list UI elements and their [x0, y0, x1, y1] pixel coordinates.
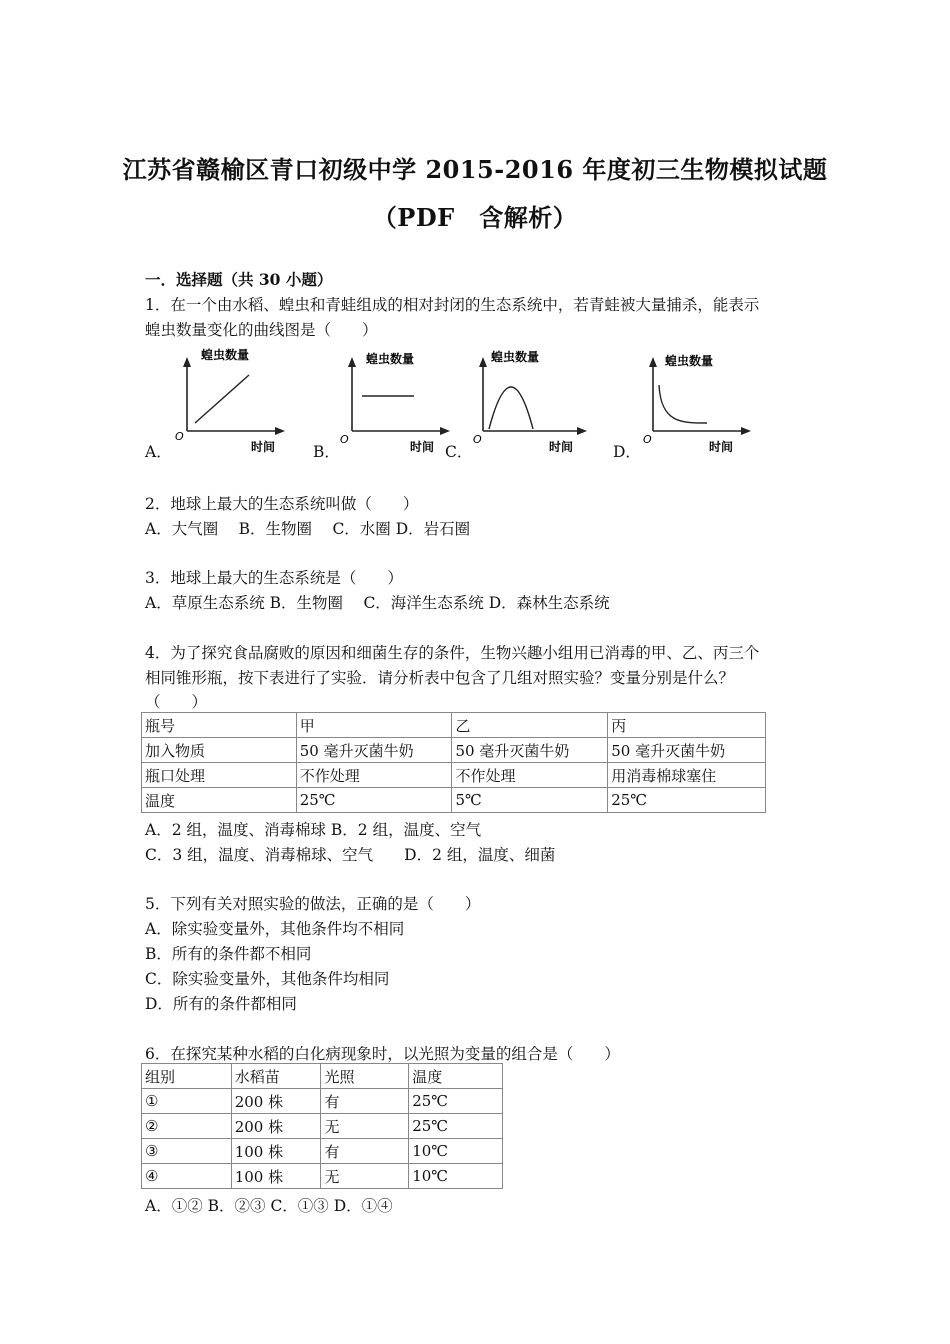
- q1-graph-b-origin: O: [340, 433, 349, 446]
- table-cell: 50 毫升灭菌牛奶: [296, 738, 452, 763]
- table-row: [142, 1064, 503, 1089]
- table-cell: 不作处理: [296, 763, 452, 788]
- q1-graph-c-origin: O: [473, 433, 482, 446]
- q4-stem-line1: 4．为了探究食品腐败的原因和细菌生存的条件，生物兴趣小组用已消毒的甲、乙、丙三个: [145, 644, 760, 662]
- q1-graph-a-xlabel: 时间: [251, 440, 276, 454]
- table-cell: 加入物质: [142, 738, 297, 763]
- document-subtitle: （PDF 含解析）: [372, 203, 578, 232]
- table-cell: 200 株: [231, 1089, 321, 1114]
- q1-graph-a-origin: O: [175, 430, 184, 443]
- table-cell: 10℃: [409, 1139, 503, 1164]
- q1-graph-b: [338, 345, 458, 461]
- q3-options: A．草原生态系统 B．生物圈 C．海洋生态系统 D．森林生态系统: [145, 594, 610, 612]
- q1-graph-d-ylabel: 蝗虫数量: [665, 354, 714, 368]
- document-title: 江苏省赣榆区青口初级中学 2015-2016 年度初三生物模拟试题: [122, 155, 828, 184]
- q1-graph-b-xlabel: 时间: [410, 440, 435, 454]
- table-cell: 100 株: [231, 1164, 321, 1189]
- section-heading: 一．选择题（共 30 小题）: [145, 270, 333, 289]
- table-cell: ③: [142, 1139, 232, 1164]
- table-cell: 25℃: [296, 788, 452, 813]
- q4-stem-line2: 相同锥形瓶，按下表进行了实验．请分析表中包含了几组对照实验？变量分别是什么？: [145, 669, 735, 687]
- table-cell: 100 株: [231, 1139, 321, 1164]
- table-cell: 乙: [452, 713, 608, 738]
- table-row: [142, 1089, 503, 1114]
- q5-option-a: A．除实验变量外，其他条件均不相同: [145, 920, 405, 938]
- table-cell: 50 毫升灭菌牛奶: [452, 738, 608, 763]
- table-cell: 25℃: [608, 788, 766, 813]
- q1-option-b-label: B．: [313, 443, 340, 461]
- table-cell: 瓶口处理: [142, 763, 297, 788]
- q1-graph-a-curve: [195, 375, 249, 423]
- table-row: [142, 1164, 503, 1189]
- q1-graph-d-curve: [659, 385, 707, 423]
- q1-option-c-label: C．: [445, 443, 473, 461]
- q4-options-line1: A．2 组，温度、消毒棉球 B．2 组，温度、空气: [145, 821, 482, 839]
- table-row: [142, 713, 766, 738]
- table-cell: 温度: [409, 1064, 503, 1089]
- q3-stem: 3．地球上最大的生态系统是（ ）: [145, 569, 403, 587]
- table-cell: 无: [321, 1164, 409, 1189]
- q4-stem-line3: （ ）: [145, 693, 208, 711]
- q1-graph-c-xlabel: 时间: [549, 440, 574, 454]
- q1-option-d-label: D．: [613, 443, 641, 461]
- q2-stem: 2．地球上最大的生态系统叫做（ ）: [145, 495, 419, 513]
- table-cell: ④: [142, 1164, 232, 1189]
- q1-graph-b-ylabel: 蝗虫数量: [366, 352, 415, 366]
- q2-options: A．大气圈 B．生物圈 C．水圈 D．岩石圈: [145, 520, 471, 538]
- q1-graph-d-origin: O: [643, 433, 652, 446]
- q5-stem: 5．下列有关对照实验的做法，正确的是（ ）: [145, 895, 481, 913]
- table-row: [142, 1114, 503, 1139]
- table-cell: 光照: [321, 1064, 409, 1089]
- table-cell: 有: [321, 1139, 409, 1164]
- q1-stem-line1: 1．在一个由水稻、蝗虫和青蛙组成的相对封闭的生态系统中，若青蛙被大量捕杀，能表示: [145, 296, 760, 314]
- q1-graph-c-curve: [489, 387, 533, 429]
- table-cell: 甲: [296, 713, 452, 738]
- q1-graph-d: [645, 345, 765, 461]
- q1-graph-a: [173, 345, 293, 461]
- table-row: [142, 1139, 503, 1164]
- q6-options: A．①② B．②③ C．①③ D．①④: [145, 1197, 393, 1215]
- table-cell: 瓶号: [142, 713, 297, 738]
- q1-graph-c-ylabel: 蝗虫数量: [491, 350, 540, 364]
- q1-option-a-label: A．: [145, 443, 172, 461]
- q5-option-b: B．所有的条件都不相同: [145, 945, 312, 963]
- q5-option-d: D．所有的条件都相同: [145, 995, 297, 1013]
- q5-option-c: C．除实验变量外，其他条件均相同: [145, 970, 390, 988]
- table-cell: 组别: [142, 1064, 232, 1089]
- q4-table: [141, 712, 766, 813]
- table-cell: 50 毫升灭菌牛奶: [608, 738, 766, 763]
- table-row: [142, 738, 766, 763]
- table-row: [142, 788, 766, 813]
- table-cell: 10℃: [409, 1164, 503, 1189]
- table-cell: ②: [142, 1114, 232, 1139]
- table-cell: 200 株: [231, 1114, 321, 1139]
- table-cell: 5℃: [452, 788, 608, 813]
- table-cell: 用消毒棉球塞住: [608, 763, 766, 788]
- q6-table: [141, 1063, 503, 1189]
- q1-graph-c: [475, 345, 595, 461]
- table-cell: 水稻苗: [231, 1064, 321, 1089]
- table-cell: ①: [142, 1089, 232, 1114]
- table-cell: 温度: [142, 788, 297, 813]
- table-cell: 25℃: [409, 1114, 503, 1139]
- q1-graph-a-ylabel: 蝗虫数量: [201, 348, 250, 362]
- q1-graph-d-xlabel: 时间: [709, 440, 734, 454]
- table-cell: 有: [321, 1089, 409, 1114]
- table-cell: 无: [321, 1114, 409, 1139]
- q1-graph-options: [145, 345, 785, 460]
- table-cell: 不作处理: [452, 763, 608, 788]
- table-row: [142, 763, 766, 788]
- q1-stem-line2: 蝗虫数量变化的曲线图是（ ）: [145, 321, 378, 339]
- table-cell: 丙: [608, 713, 766, 738]
- q6-stem: 6．在探究某种水稻的白化病现象时，以光照为变量的组合是（ ）: [145, 1045, 620, 1063]
- table-cell: 25℃: [409, 1089, 503, 1114]
- q4-options-line2: C．3 组，温度、消毒棉球、空气 D．2 组，温度、细菌: [145, 846, 556, 864]
